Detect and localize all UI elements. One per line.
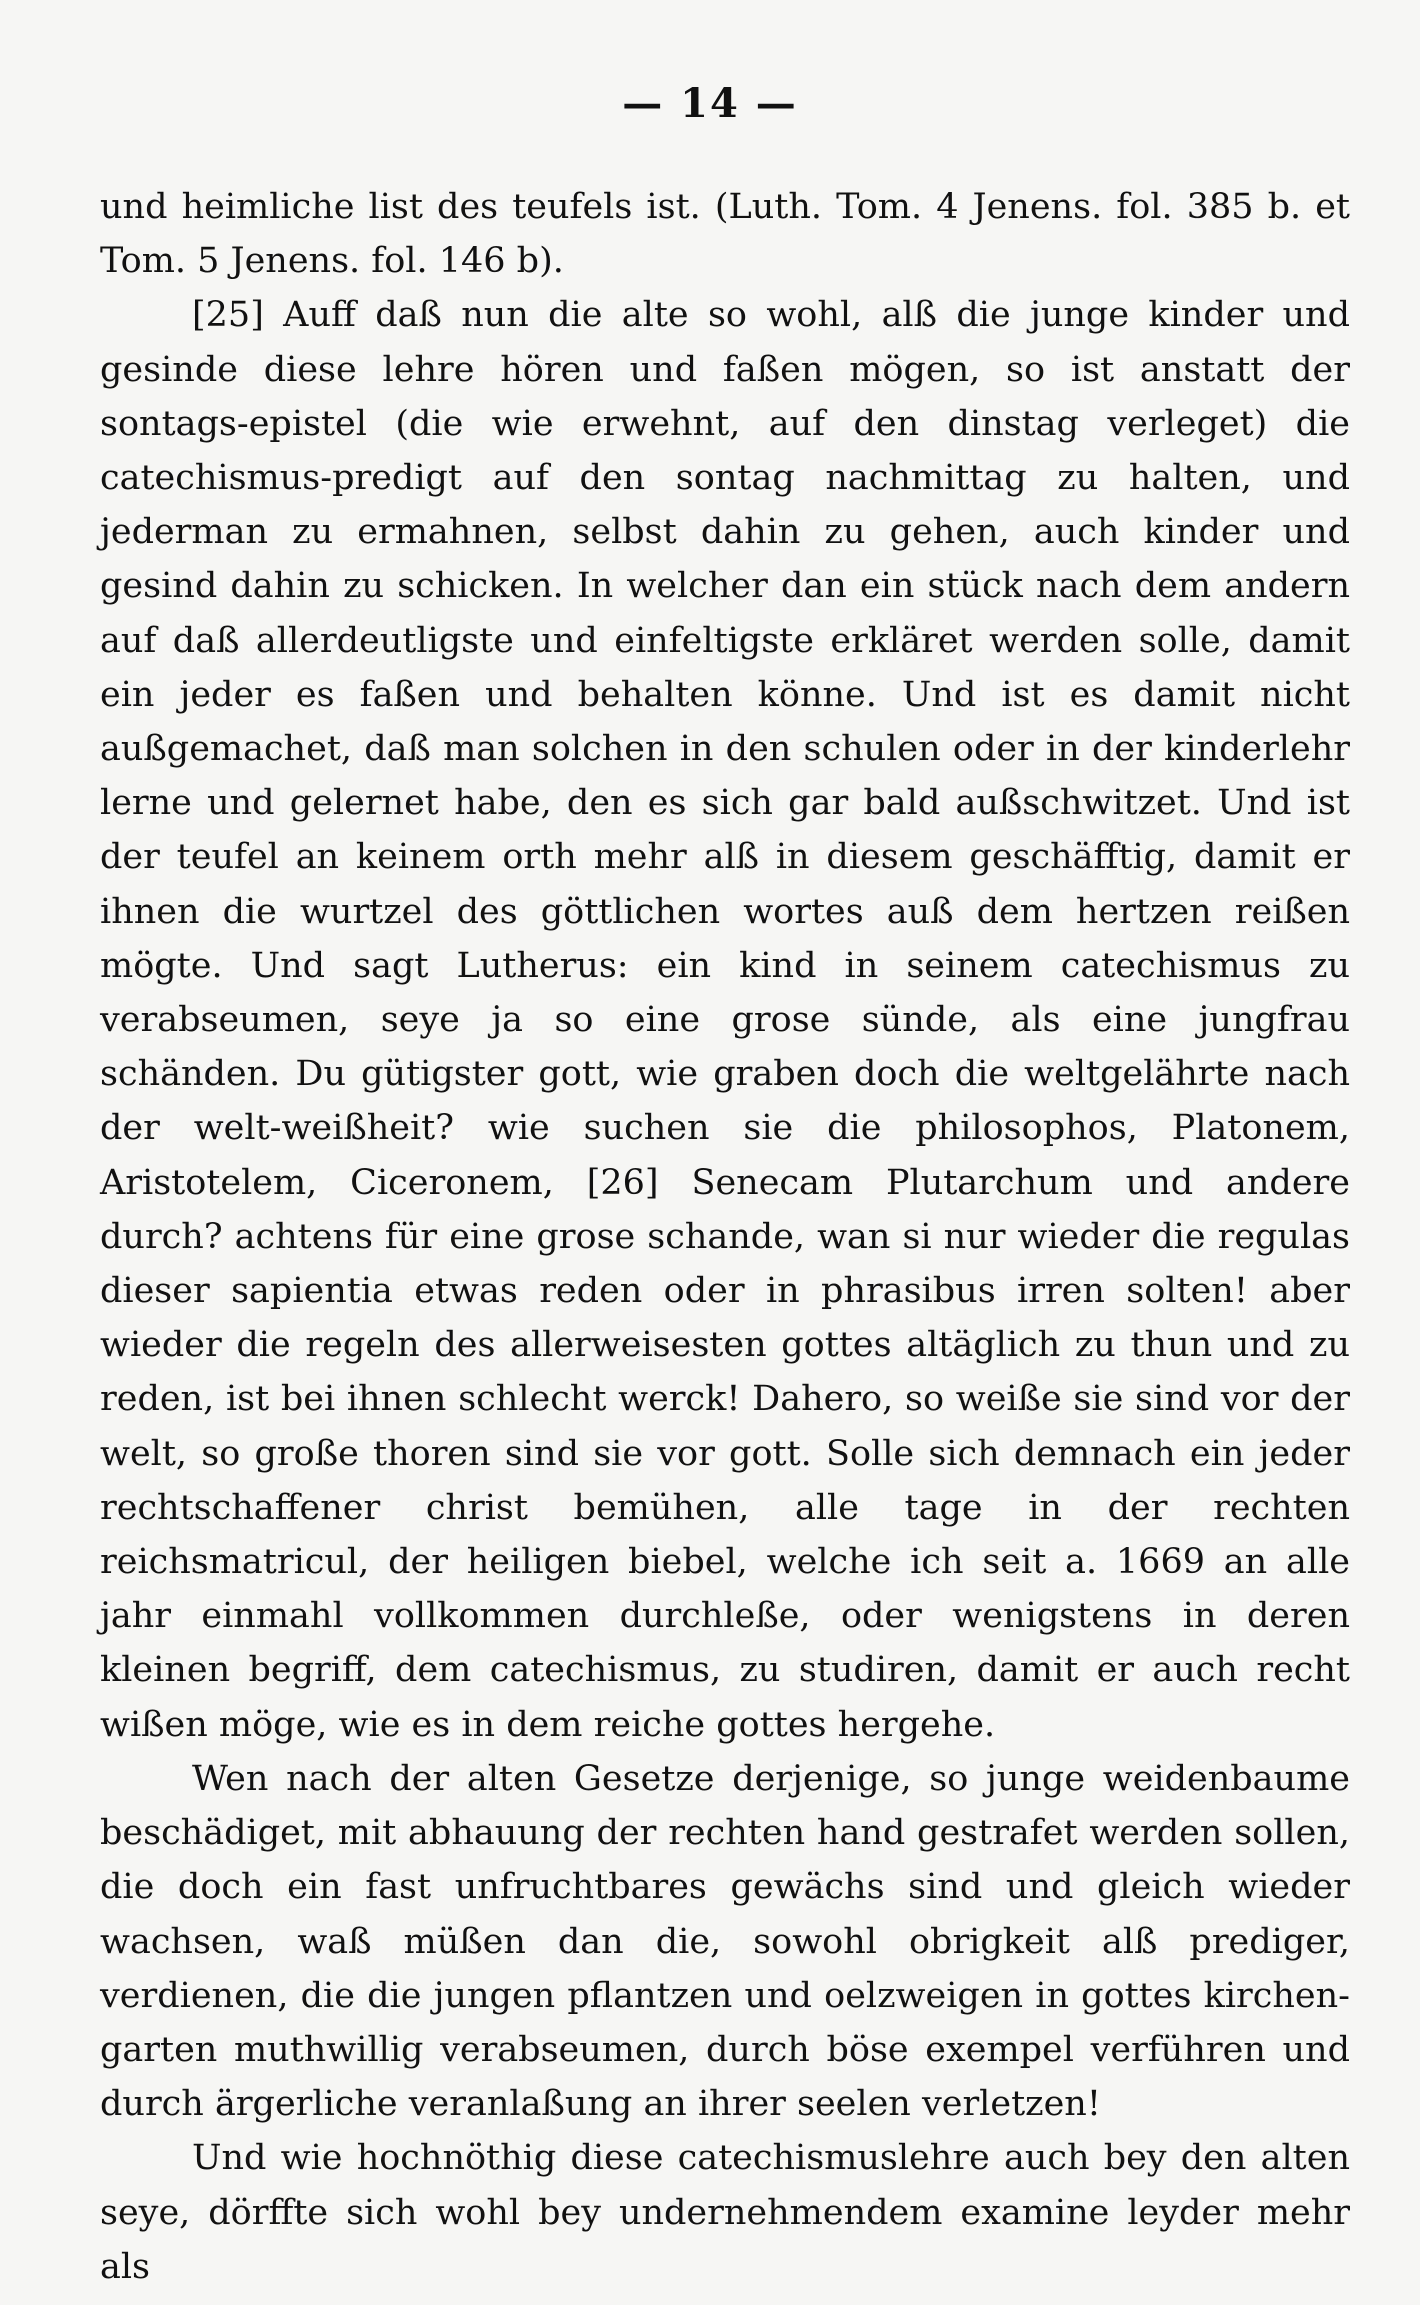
paragraph: und heimliche list des teufels ist. (Luth. Tom. 4 Jenens. fol. 385 b. et Tom. 5 Jenens. fol. 146 b).: [100, 187, 1350, 282]
paragraph: Wen nach der alten Gesetze derjenige, so junge weidenbaume beschädiget, mit abhauung der rechten hand gestrafet werden sollen, die doch ein fast unfruchtbares gewächs sind und gleich wieder wachsen, waß müßen dan die, sowohl obrigkeit alß prediger, verdienen, die die jungen pflantzen und oelzweigen in gottes kirchen-garten muthwillig verabseumen, durch böse exempel verführen und durch ärgerliche veranlaßung an ihrer seelen verletzen!: [100, 1758, 1350, 2125]
paragraph: Und wie hochnöthig diese catechismuslehre auch bey den alten seye, dörffte sich wohl bey undernehmendem examine leyder mehr als: [100, 2138, 1350, 2287]
page-number: — 14 —: [622, 80, 798, 127]
paragraph: [25] Auff daß nun die alte so wohl, alß die junge kinder und gesinde diese lehre hören und faßen mögen, so ist anstatt der sontags-epistel (die wie erwehnt, auf den dinstag verleget) die catechismus-predigt auf den sontag nachmittag zu halten, und jederman zu ermahnen, selbst dahin zu gehen, auch kinder und gesind dahin zu schicken. In welcher dan ein stück nach dem andern auf daß allerdeutligste und einfeltigste erkläret werden solle, damit ein jeder es faßen und behalten könne. Und ist es damit nicht außgemachet, daß man solchen in den schulen oder in der kinderlehr lerne und gelernet habe, den es sich gar bald außschwitzet. Und ist der teufel an keinem orth mehr alß in diesem geschäfftig, damit er ihnen die wurtzel des göttlichen wortes auß dem hertzen reißen mögte. Und sagt Lutherus: ein kind in seinem catechismus zu verabseumen, seye ja so eine grose sünde, als eine jungfrau schänden. Du gütigster gott, wie graben doch die weltgelährte nach der welt-weißheit? wie suchen sie die philosophos, Platonem, Aristotelem, Ciceronem, [26] Senecam Plutarchum und andere durch? achtens für eine grose schande, wan si nur wieder die regulas dieser sapientia etwas reden oder in phrasibus irren solten! aber wieder die regeln des allerweisesten gottes altäglich zu thun und zu reden, ist bei ihnen schlecht werck! Dahero, so weiße sie sind vor der welt, so große thoren sind sie vor gott. Solle sich demnach ein jeder rechtschaffener christ bemühen, alle tage in der rechten reichsmatricul, der heiligen biebel, welche ich seit a. 1669 an alle jahr einmahl vollkommen durchleße, oder wenigstens in deren kleinen begriff, dem catechismus, zu studiren, damit er auch recht wißen möge, wie es in dem reiche gottes hergehe.: [100, 295, 1350, 1745]
body-text: [100, 180, 1350, 2294]
